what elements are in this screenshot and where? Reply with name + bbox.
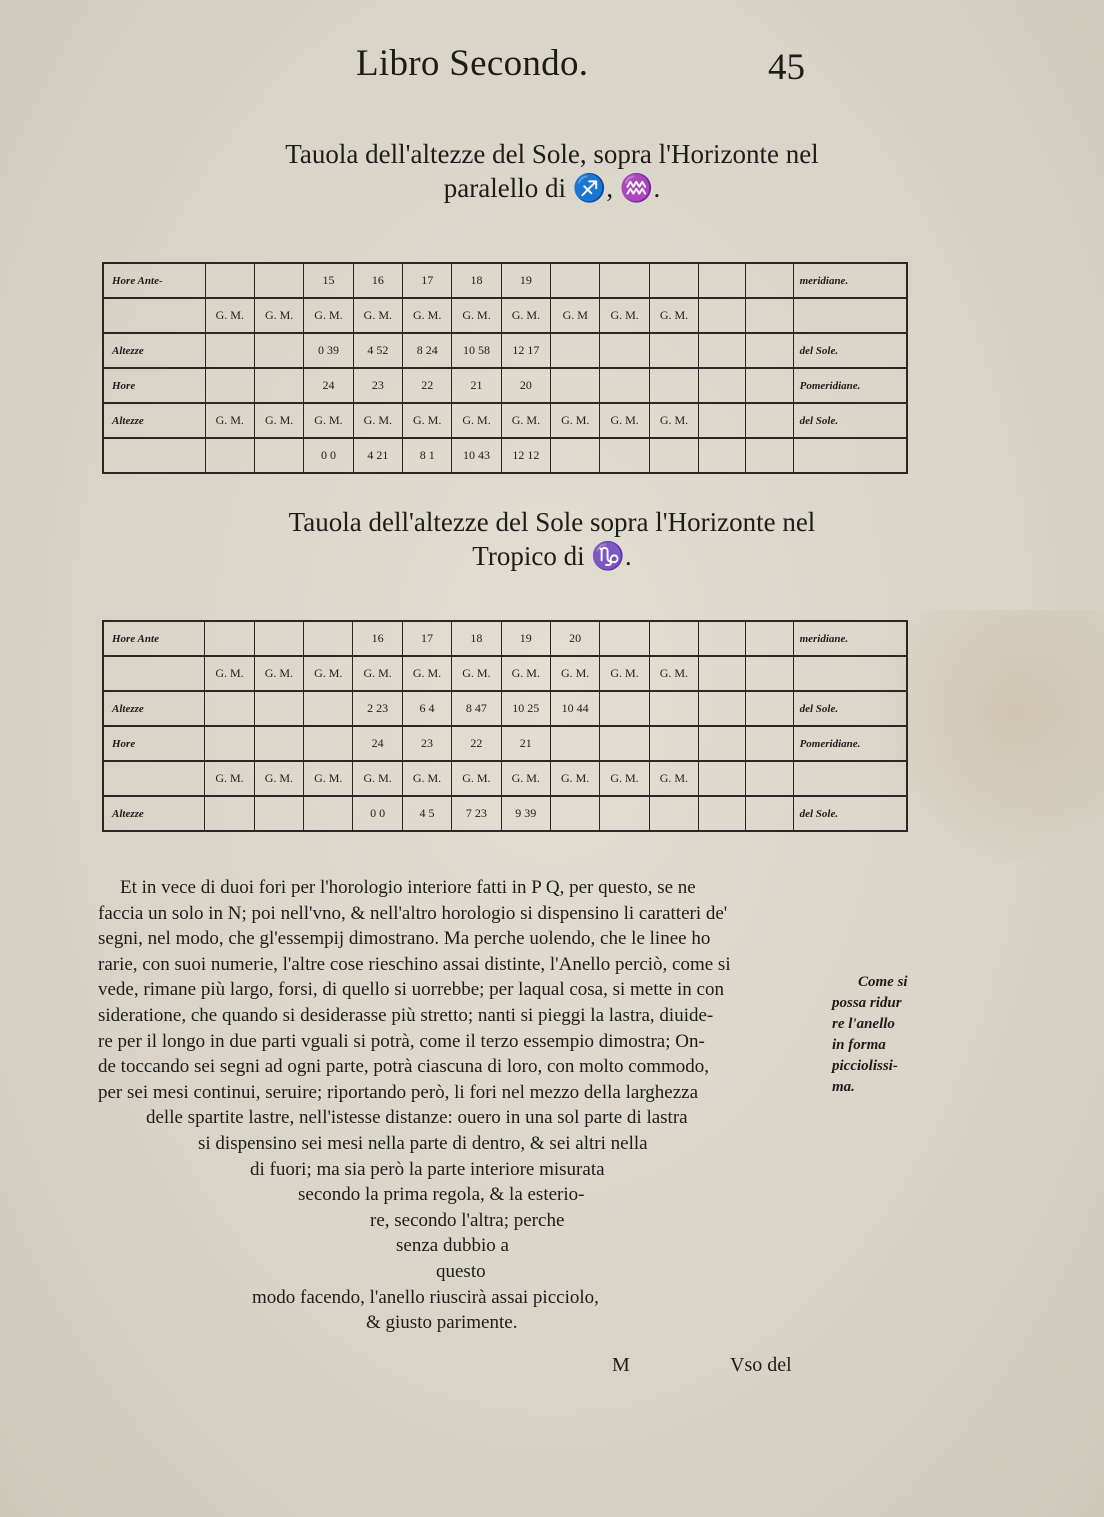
table-cell [649, 726, 698, 761]
table-cell [254, 263, 303, 298]
catchword: Vso del [730, 1354, 792, 1376]
table-cell: 20 [501, 368, 550, 403]
table-cell [254, 368, 303, 403]
table-cell: 20 [550, 621, 599, 656]
running-title: Libro Secondo. [356, 43, 589, 84]
row-end-label: Pomeridiane. [793, 726, 907, 761]
table-cell: G. M. [501, 656, 550, 691]
table-cell [254, 438, 303, 473]
table-cell: 10 58 [452, 333, 501, 368]
table-cell [600, 263, 649, 298]
table-row [103, 333, 907, 368]
table-cell: G. M. [550, 761, 599, 796]
table-cell: 16 [353, 621, 402, 656]
table-cell: G. M. [649, 403, 698, 438]
margin-note-line: picciolissi- [832, 1058, 898, 1074]
row-label [103, 298, 205, 333]
table-cell: 19 [501, 263, 550, 298]
row-end-label: del Sole. [793, 796, 907, 831]
table-cell: G. M. [649, 298, 698, 333]
table-cell: 24 [353, 726, 402, 761]
table-cell: G. M. [304, 298, 353, 333]
table-cell: 18 [452, 621, 501, 656]
table-cell: 4 52 [353, 333, 402, 368]
table-cell: G. M. [600, 403, 649, 438]
body-line: & giusto parimente. [366, 1312, 518, 1334]
row-label [103, 438, 205, 473]
table-cell [699, 438, 746, 473]
row-end-label [793, 761, 907, 796]
body-line: re, secondo l'altra; perche [370, 1209, 565, 1231]
margin-note-line: possa ridur [832, 995, 902, 1011]
table-cell [205, 796, 254, 831]
running-header [0, 42, 1104, 92]
table-cell [649, 438, 698, 473]
table-row [103, 403, 907, 438]
table-cell: 9 39 [501, 796, 550, 831]
table-cell: G. M. [649, 761, 698, 796]
table-cell [746, 796, 793, 831]
table-cell [600, 438, 649, 473]
table-cell: G. M. [205, 403, 254, 438]
row-label: Hore [103, 368, 205, 403]
page-number: 45 [768, 47, 805, 88]
table-cell: G. M. [254, 298, 303, 333]
table-cell: 12 17 [501, 333, 550, 368]
table-cell [600, 368, 649, 403]
table-cell: G. M. [304, 403, 353, 438]
row-end-label: Pomeridiane. [793, 368, 907, 403]
table-cell [600, 796, 649, 831]
table-cell [551, 333, 600, 368]
table-cell [205, 263, 254, 298]
table-cell [254, 621, 303, 656]
body-line: di fuori; ma sia però la parte interiore misurata [250, 1158, 605, 1180]
body-line: vede, rimane più largo, forsi, di quello si uorrebbe; per laqual cosa, si mette in con [98, 979, 724, 1001]
body-line: questo [436, 1261, 486, 1282]
table-cell: G. M. [254, 656, 303, 691]
table-cell: 17 [402, 621, 451, 656]
margin-note-line: ma. [832, 1079, 855, 1095]
body-line: faccia un solo in N; poi nell'vno, & nell'altro horologio si dispensino li caratteri de' [98, 902, 728, 924]
table-cell: 22 [403, 368, 452, 403]
table-cell [551, 438, 600, 473]
row-end-label: del Sole. [793, 403, 907, 438]
row-label [103, 656, 205, 691]
row-end-label [793, 298, 907, 333]
table-cell [699, 796, 746, 831]
table-cell [699, 368, 746, 403]
signature-mark: M [612, 1354, 630, 1376]
table-cell: 23 [402, 726, 451, 761]
table-cell: G. M. [304, 656, 353, 691]
table-cell [746, 726, 793, 761]
table-cell [205, 438, 254, 473]
table-cell: G. M. [501, 298, 550, 333]
table-cell [550, 726, 599, 761]
row-label: Hore Ante- [103, 263, 205, 298]
table-cell: G. M. [403, 298, 452, 333]
table-cell: 10 44 [550, 691, 599, 726]
body-line: de toccando sei segni ad ogni parte, potrà ciascuna di loro, con molto commodo, [98, 1056, 709, 1078]
table-cell: G. M. [452, 403, 501, 438]
table-cell: G. M. [452, 298, 501, 333]
table-cell [649, 333, 698, 368]
table-cell: 10 25 [501, 691, 550, 726]
table-cell: 23 [353, 368, 402, 403]
row-label: Hore Ante [103, 621, 205, 656]
table-cell [746, 691, 793, 726]
body-line: sideratione, che quando si desiderasse più stretto; nanti si pieggi la lastra, diuide- [98, 1005, 714, 1026]
table-cell: G. M. [600, 761, 649, 796]
table-row [103, 691, 907, 726]
table-cell: G. M. [304, 761, 353, 796]
table-cell: 10 43 [452, 438, 501, 473]
table-cell: 22 [452, 726, 501, 761]
table1 [102, 262, 908, 474]
table-cell: 8 24 [403, 333, 452, 368]
table2-title-line2: Tropico di ♑. [472, 541, 632, 571]
table-cell: 4 21 [353, 438, 402, 473]
table-cell: G. M. [353, 761, 402, 796]
body-line: si dispensino sei mesi nella parte di dentro, & sei altri nella [198, 1133, 648, 1154]
table-cell: G. M. [452, 656, 501, 691]
table-cell [746, 621, 793, 656]
table-cell [746, 298, 793, 333]
table-cell: G. M. [402, 761, 451, 796]
table-cell [550, 796, 599, 831]
table-cell [746, 438, 793, 473]
table2 [102, 620, 908, 832]
table-row [103, 621, 907, 656]
margin-note-line: Come si [858, 974, 908, 990]
table-cell: G. M. [452, 761, 501, 796]
table-cell [254, 726, 303, 761]
table-cell: G. M. [254, 761, 303, 796]
table-cell: 0 0 [304, 438, 353, 473]
table-cell [746, 333, 793, 368]
table-cell [600, 726, 649, 761]
table-row [103, 368, 907, 403]
table-row [103, 263, 907, 298]
table-cell [699, 403, 746, 438]
table-cell: G. M. [551, 403, 600, 438]
table-cell [699, 726, 746, 761]
margin-note-line: in forma [832, 1037, 886, 1053]
table-cell [205, 368, 254, 403]
table-cell: 15 [304, 263, 353, 298]
table-cell: G. M. [600, 656, 649, 691]
body-line: secondo la prima regola, & la esterio- [298, 1184, 585, 1206]
row-end-label: del Sole. [793, 333, 907, 368]
body-line: delle spartite lastre, nell'istesse distanze: ouero in una sol parte di lastra [146, 1107, 688, 1129]
table-cell: 16 [353, 263, 402, 298]
body-line: re per il longo in due parti vguali si potrà, come il terzo essempio dimostra; On- [98, 1030, 705, 1052]
body-line: modo facendo, l'anello riuscirà assai picciolo, [252, 1286, 599, 1308]
body-line: segni, nel modo, che gl'essempij dimostrano. Ma perche uolendo, che le linee ho [98, 928, 711, 950]
table-cell [600, 621, 649, 656]
table-cell: G. M. [600, 298, 649, 333]
table-cell [205, 621, 254, 656]
row-end-label: meridiane. [793, 263, 907, 298]
table-cell [205, 726, 254, 761]
table-row [103, 761, 907, 796]
margin-note [832, 972, 908, 1098]
table-cell [205, 333, 254, 368]
table-cell [699, 656, 746, 691]
table-cell: 0 39 [304, 333, 353, 368]
table-cell: 6 4 [402, 691, 451, 726]
body-line: per sei mesi continui, seruire; riportando però, li fori nel mezzo della larghezza [98, 1081, 699, 1103]
table-cell: 0 0 [353, 796, 402, 831]
table-cell [600, 333, 649, 368]
table-cell: G. M. [353, 298, 402, 333]
table-cell: G. M [551, 298, 600, 333]
table-cell: G. M. [205, 656, 254, 691]
table-cell: 12 12 [501, 438, 550, 473]
table-row [103, 726, 907, 761]
table-cell [746, 368, 793, 403]
table-cell [551, 368, 600, 403]
margin-note-line: re l'anello [832, 1016, 895, 1032]
table-cell [254, 333, 303, 368]
table-cell [304, 726, 353, 761]
table-cell: G. M. [254, 403, 303, 438]
table-cell [746, 761, 793, 796]
row-label: Altezze [103, 403, 205, 438]
row-label: Hore [103, 726, 205, 761]
table-cell [649, 368, 698, 403]
table-cell: G. M. [649, 656, 698, 691]
table-row [103, 298, 907, 333]
row-label [103, 761, 205, 796]
table-cell [699, 691, 746, 726]
table-cell [746, 263, 793, 298]
table-cell: 7 23 [452, 796, 501, 831]
row-label: Altezze [103, 796, 205, 831]
table-cell: G. M. [501, 403, 550, 438]
table-cell [649, 263, 698, 298]
row-end-label: meridiane. [793, 621, 907, 656]
body-line: Et in vece di duoi fori per l'horologio interiore fatti in P Q, per questo, se ne [120, 877, 696, 898]
table-cell [699, 333, 746, 368]
table1-title-line1: Tauola dell'altezze del Sole, sopra l'Horizonte nel [285, 139, 819, 169]
table-cell: G. M. [353, 656, 402, 691]
table-row [103, 656, 907, 691]
table-cell [600, 691, 649, 726]
table1-title-line2: paralello di ♐, ♒. [443, 173, 661, 203]
table-cell [649, 796, 698, 831]
table-cell: 2 23 [353, 691, 402, 726]
table-cell [649, 621, 698, 656]
table-cell [699, 761, 746, 796]
table-cell [746, 403, 793, 438]
table-cell [699, 298, 746, 333]
table-cell: 8 1 [403, 438, 452, 473]
row-end-label [793, 656, 907, 691]
table-cell: 4 5 [402, 796, 451, 831]
table-cell [551, 263, 600, 298]
table-cell [649, 691, 698, 726]
table-cell: 17 [403, 263, 452, 298]
table-cell [304, 691, 353, 726]
table-cell: G. M. [501, 761, 550, 796]
table-cell [699, 621, 746, 656]
table-cell: 19 [501, 621, 550, 656]
table-cell: G. M. [205, 298, 254, 333]
table-cell [205, 691, 254, 726]
row-label: Altezze [103, 333, 205, 368]
table-cell: G. M. [402, 656, 451, 691]
table-cell [254, 796, 303, 831]
table-cell: 8 47 [452, 691, 501, 726]
table-cell: 24 [304, 368, 353, 403]
row-label: Altezze [103, 691, 205, 726]
table-cell: 21 [501, 726, 550, 761]
body-line: rarie, con suoi numerie, l'altre cose rieschino assai distinte, l'Anello perciò, come si [98, 953, 731, 975]
body-line: senza dubbio a [396, 1235, 509, 1257]
row-end-label [793, 438, 907, 473]
table-row [103, 796, 907, 831]
table-cell: G. M. [403, 403, 452, 438]
table-cell [746, 656, 793, 691]
table-cell: 21 [452, 368, 501, 403]
table2-title-line1: Tauola dell'altezze del Sole sopra l'Horizonte nel [288, 507, 816, 537]
table-cell [254, 691, 303, 726]
table-cell: G. M. [550, 656, 599, 691]
table-cell: G. M. [353, 403, 402, 438]
table-cell: 18 [452, 263, 501, 298]
table-cell [304, 796, 353, 831]
table-cell [304, 621, 353, 656]
table-row [103, 438, 907, 473]
row-end-label: del Sole. [793, 691, 907, 726]
table-cell: G. M. [205, 761, 254, 796]
table-cell [699, 263, 746, 298]
water-stain [880, 610, 1104, 860]
